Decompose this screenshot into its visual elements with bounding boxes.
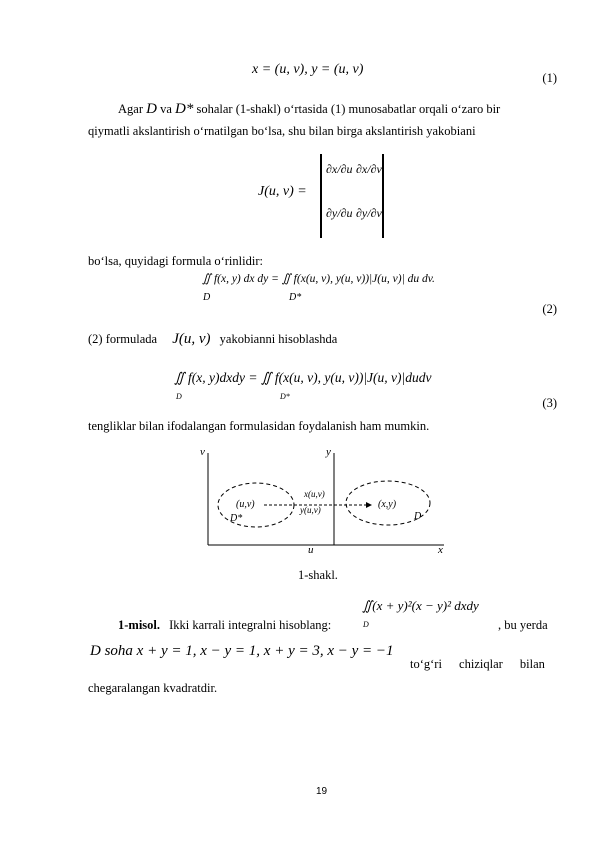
jacobian-a21: ∂y/∂u (326, 206, 353, 220)
top-equation: x = (u, v), y = (u, v) (252, 62, 364, 77)
symbol-D-star: D* (175, 101, 194, 117)
word-agar: Agar (118, 102, 143, 116)
jacobian-determinant (258, 154, 388, 238)
map-x-label: x(u,v) (304, 489, 325, 499)
eq3-rhs-sub: D* (280, 392, 290, 401)
jacobian-lhs: J(u, v) = (258, 184, 307, 199)
map-y-label: y(u,v) (300, 505, 321, 515)
symbol-J: J(u, v) (172, 331, 211, 347)
region-D-star-label: D* (230, 513, 243, 524)
y-axis-label: y (326, 446, 331, 458)
example-text: Ikki karrali integralni hisoblang: (169, 618, 332, 632)
symbol-D: D (146, 101, 157, 117)
equation-number-3: (3) (542, 396, 557, 410)
eq3-lhs-sub: D (176, 392, 182, 401)
equation-number-1: (1) (542, 71, 557, 85)
example-domain-tail: to‘g‘ri chiziqlar bilan (410, 657, 545, 671)
example-1-line-1 (118, 617, 331, 633)
eq2-lhs-sub: D (203, 292, 211, 303)
determinant-right-bar (382, 154, 384, 238)
region-D-label: D (414, 511, 422, 522)
u-axis-label: u (308, 544, 314, 555)
figure-1-diagram (196, 445, 452, 555)
word-va: va (160, 102, 172, 116)
point-xy: (x,y) (378, 499, 397, 510)
paragraph-3-before: (2) formulada (88, 332, 158, 346)
paragraph-4: tengliklar bilan ifodalangan formulasidan foydalanish ham mumkin. (88, 419, 430, 433)
eq2-lhs: ∬ f(x, y) dx dy = (202, 273, 279, 285)
jacobian-a11: ∂x/∂u (326, 162, 353, 176)
example-integral-sub: D (363, 620, 369, 629)
equation-number-2: (2) (542, 302, 557, 316)
example-domain-line: D soha x + y = 1, x − y = 1, x + y = 3, x − y = −1 (90, 643, 394, 659)
paragraph-1-line-2: qiymatli akslantirish o‘rnatilgan bo‘lsa, shu bilan birga akslantirish yakobiani (88, 124, 476, 138)
eq3-rhs: ∬ f(x(u, v), y(u, v))|J(u, v)|dudv (260, 370, 432, 385)
equation-3 (174, 370, 431, 386)
mapping-arrow-head (366, 502, 372, 508)
example-title: 1-misol. (118, 618, 161, 632)
example-integral: ∬(x + y)²(x − y)² dxdy (362, 598, 479, 613)
jacobian-a22: ∂y/∂v (356, 206, 382, 220)
jacobian-a12: ∂x/∂v (356, 162, 382, 176)
v-axis-label: v (200, 446, 205, 458)
page-number: 19 (316, 786, 328, 797)
paragraph-1-rest: sohalar (1-shakl) o‘rtasida (1) munosabatlar orqali o‘zaro bir (196, 102, 501, 116)
paragraph-1-line-1 (118, 101, 500, 117)
x-axis-label: x (438, 544, 443, 555)
example-last-line: chegaralangan kvadratdir. (88, 681, 218, 695)
eq2-rhs: ∬ f(x(u, v), y(u, v))|J(u, v)| du dv. (281, 273, 435, 285)
paragraph-2: bo‘lsa, quyidagi formula o‘rinlidir: (88, 254, 263, 268)
eq3-lhs: ∬ f(x, y)dxdy = (174, 370, 258, 385)
paragraph-3 (88, 331, 337, 347)
determinant-left-bar (320, 154, 322, 238)
eq2-rhs-sub: D* (289, 292, 302, 303)
equation-2 (202, 271, 435, 285)
paragraph-3-after: yakobianni hisoblashda (219, 332, 338, 346)
point-uv: (u,v) (236, 499, 255, 510)
figure-caption: 1-shakl. (298, 568, 338, 582)
example-after: , bu yerda (498, 618, 548, 632)
